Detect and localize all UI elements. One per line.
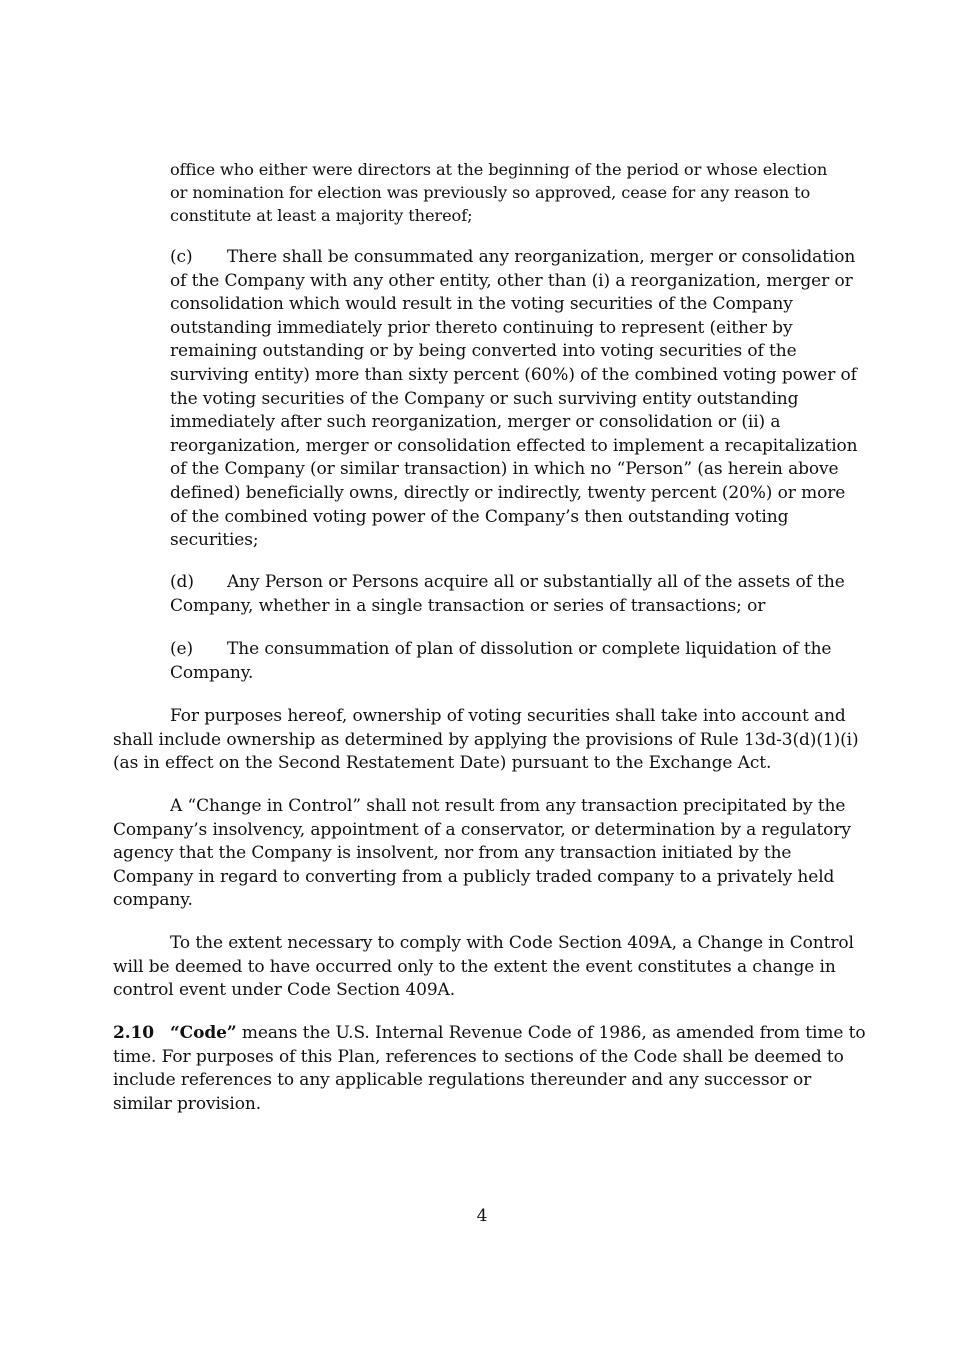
text-line: consolidation which would result in the voting securities of the Company — [170, 294, 793, 315]
text-line: The consummation of plan of dissolution or complete liquidation of the — [227, 639, 832, 659]
text-line: There shall be consummated any reorganization, merger or consolidation — [227, 247, 856, 267]
text-line: Company in regard to converting from a publicly traded company to a privately held — [113, 866, 835, 887]
clause-label: (d) — [170, 572, 194, 592]
text-line: remaining outstanding or by being converted into voting securities of the — [170, 341, 797, 362]
text-line: For purposes hereof, ownership of voting securities shall take into account and — [170, 706, 846, 726]
text-line: outstanding immediately prior thereto continuing to represent (either by — [170, 317, 793, 338]
text-line: immediately after such reorganization, merger or consolidation or (ii) a — [170, 412, 781, 433]
text-line: or nomination for election was previously so approved, cease for any reason to — [170, 183, 811, 203]
text-line: Company’s insolvency, appointment of a conservator, or determination by a regulatory — [113, 819, 851, 840]
text-line: of the combined voting power of the Company’s then outstanding voting — [170, 506, 789, 527]
text-line: Company, whether in a single transaction or series of transactions; or — [170, 595, 766, 616]
text-line: To the extent necessary to comply with Code Section 409A, a Change in Control — [170, 933, 854, 953]
page-number: 4 — [476, 1206, 488, 1226]
text-line: means the U.S. Internal Revenue Code of 1986, as amended from time to — [236, 1023, 866, 1043]
clause-label: (e) — [170, 639, 194, 659]
text-line: surviving entity) more than sixty percent (60%) of the combined voting power of — [170, 364, 857, 385]
text-line: of the Company with any other entity, other than (i) a reorganization, merger or — [170, 270, 853, 291]
text-line: constitute at least a majority thereof; — [170, 206, 473, 226]
text-line: Any Person or Persons acquire all or substantially all of the assets of the — [227, 572, 845, 592]
text-line: (as in effect on the Second Restatement Date) pursuant to the Exchange Act. — [113, 753, 772, 774]
text-line: include references to any applicable regulations thereunder and any successor or — [113, 1070, 812, 1091]
clause-label: (c) — [170, 247, 193, 267]
clause-d — [170, 571, 845, 618]
section-number: 2.10 — [113, 1023, 155, 1043]
text-line: A “Change in Control” shall not result from any transaction precipitated by the — [170, 796, 846, 816]
clause-e — [170, 638, 831, 685]
text-line: defined) beneficially owns, directly or indirectly, twenty percent (20%) or more — [170, 482, 846, 503]
text-line: of the Company (or similar transaction) in which no “Person” (as herein above — [170, 459, 839, 480]
text-line: the voting securities of the Company or such surviving entity outstanding — [170, 388, 799, 409]
text-line: time. For purposes of this Plan, references to sections of the Code shall be deemed to — [113, 1046, 844, 1067]
text-line: similar provision. — [113, 1093, 262, 1114]
text-line: office who either were directors at the beginning of the period or whose election — [170, 160, 828, 179]
section-409a-paragraph — [113, 932, 854, 1003]
section-2-10-code-definition — [113, 1022, 866, 1116]
text-line: shall include ownership as determined by applying the provisions of Rule 13d-3(d)(1)(i) — [113, 729, 859, 750]
ownership-paragraph — [113, 705, 859, 776]
text-line: securities; — [170, 530, 259, 551]
clause-c — [170, 246, 858, 553]
text-line: company. — [113, 890, 193, 911]
continuation-paragraph — [170, 158, 827, 228]
text-line: Company. — [170, 662, 254, 683]
change-in-control-exclusion-paragraph — [113, 795, 851, 913]
defined-term: “Code” — [170, 1023, 237, 1043]
text-line: reorganization, merger or consolidation effected to implement a recapitalization — [170, 435, 858, 456]
text-line: will be deemed to have occurred only to the extent the event constitutes a change in — [113, 956, 836, 977]
text-line: control event under Code Section 409A. — [113, 980, 456, 1001]
text-line: agency that the Company is insolvent, nor from any transaction initiated by the — [113, 843, 792, 864]
